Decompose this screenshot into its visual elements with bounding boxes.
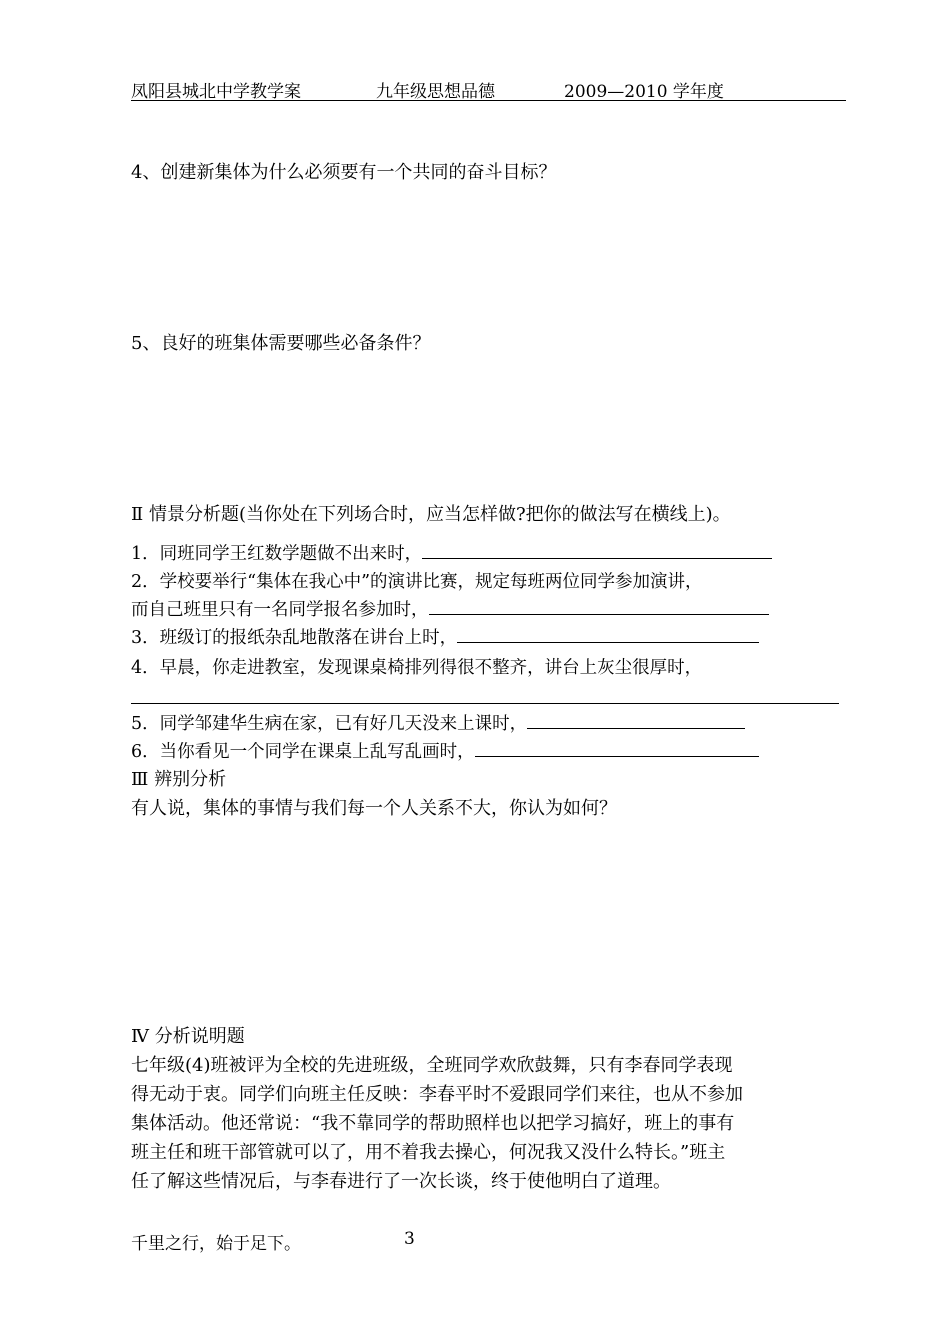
passage-line: 得无动于衷。同学们向班主任反映：李春平时不爱跟同学们来往，也从不参加: [131, 1084, 743, 1105]
section-4-passage: [131, 1051, 851, 1196]
scenario-text: 5．同学邹建华生病在家，已有好几天没来上课时，: [131, 714, 528, 734]
section-3-question: 有人说，集体的事情与我们每一个人关系不大，你认为如何？: [131, 798, 617, 819]
answer-line[interactable]: [131, 703, 839, 704]
passage-line: 任了解这些情况后，与李春进行了一次长谈，终于使他明白了道理。: [131, 1171, 671, 1192]
scenario-text: 3．班级订的报纸杂乱地散落在讲台上时，: [131, 628, 458, 648]
page-number: 3: [404, 1229, 415, 1249]
scenario-text: 而自己班里只有一名同学报名参加时，: [131, 600, 429, 620]
scenario-text: 1．同班同学王红数学题做不出来时，: [131, 544, 423, 564]
scenario-item: [131, 712, 745, 736]
question-4: 4、创建新集体为什么必须要有一个共同的奋斗目标？: [131, 162, 557, 183]
answer-blank[interactable]: [429, 598, 769, 615]
header-school: 凤阳县城北中学教学案: [131, 82, 301, 102]
scenario-item: 4．早晨，你走进教室，发现课桌椅排列得很不整齐，讲台上灰尘很厚时，: [131, 658, 703, 678]
scenario-item: [131, 542, 772, 566]
passage-line: 七年级(4)班被评为全校的先进班级，全班同学欢欣鼓舞，只有李春同学表现: [131, 1055, 733, 1076]
scenario-item: 2．学校要举行“集体在我心中”的演讲比赛，规定每班两位同学参加演讲，: [131, 572, 703, 592]
answer-blank[interactable]: [527, 712, 745, 729]
answer-blank[interactable]: [457, 626, 759, 643]
passage-line: 集体活动。他还常说：“我不靠同学的帮助照样也以把学习搞好，班上的事有: [131, 1113, 735, 1134]
header-subject: 九年级思想品德: [376, 82, 495, 102]
scenario-item: [131, 598, 769, 622]
header-year: 2009—2010 学年度: [564, 82, 724, 102]
page-header: [131, 76, 846, 101]
passage-line: 班主任和班干部管就可以了，用不着我去操心，何况我又没什么特长。”班主: [131, 1142, 726, 1163]
answer-blank[interactable]: [475, 740, 759, 757]
section-2-title: Ⅱ 情景分析题(当你处在下列场合时，应当怎样做?把你的做法写在横线上)。: [131, 504, 731, 525]
section-3-title: Ⅲ 辨别分析: [131, 769, 227, 790]
scenario-item: [131, 740, 759, 764]
scenario-item: [131, 626, 759, 650]
answer-blank[interactable]: [422, 542, 772, 559]
section-4-title: Ⅳ 分析说明题: [131, 1026, 245, 1047]
footer-motto: 千里之行，始于足下。: [131, 1234, 301, 1254]
question-5: 5、良好的班集体需要哪些必备条件？: [131, 333, 431, 354]
scenario-text: 6．当你看见一个同学在课桌上乱写乱画时，: [131, 742, 475, 762]
